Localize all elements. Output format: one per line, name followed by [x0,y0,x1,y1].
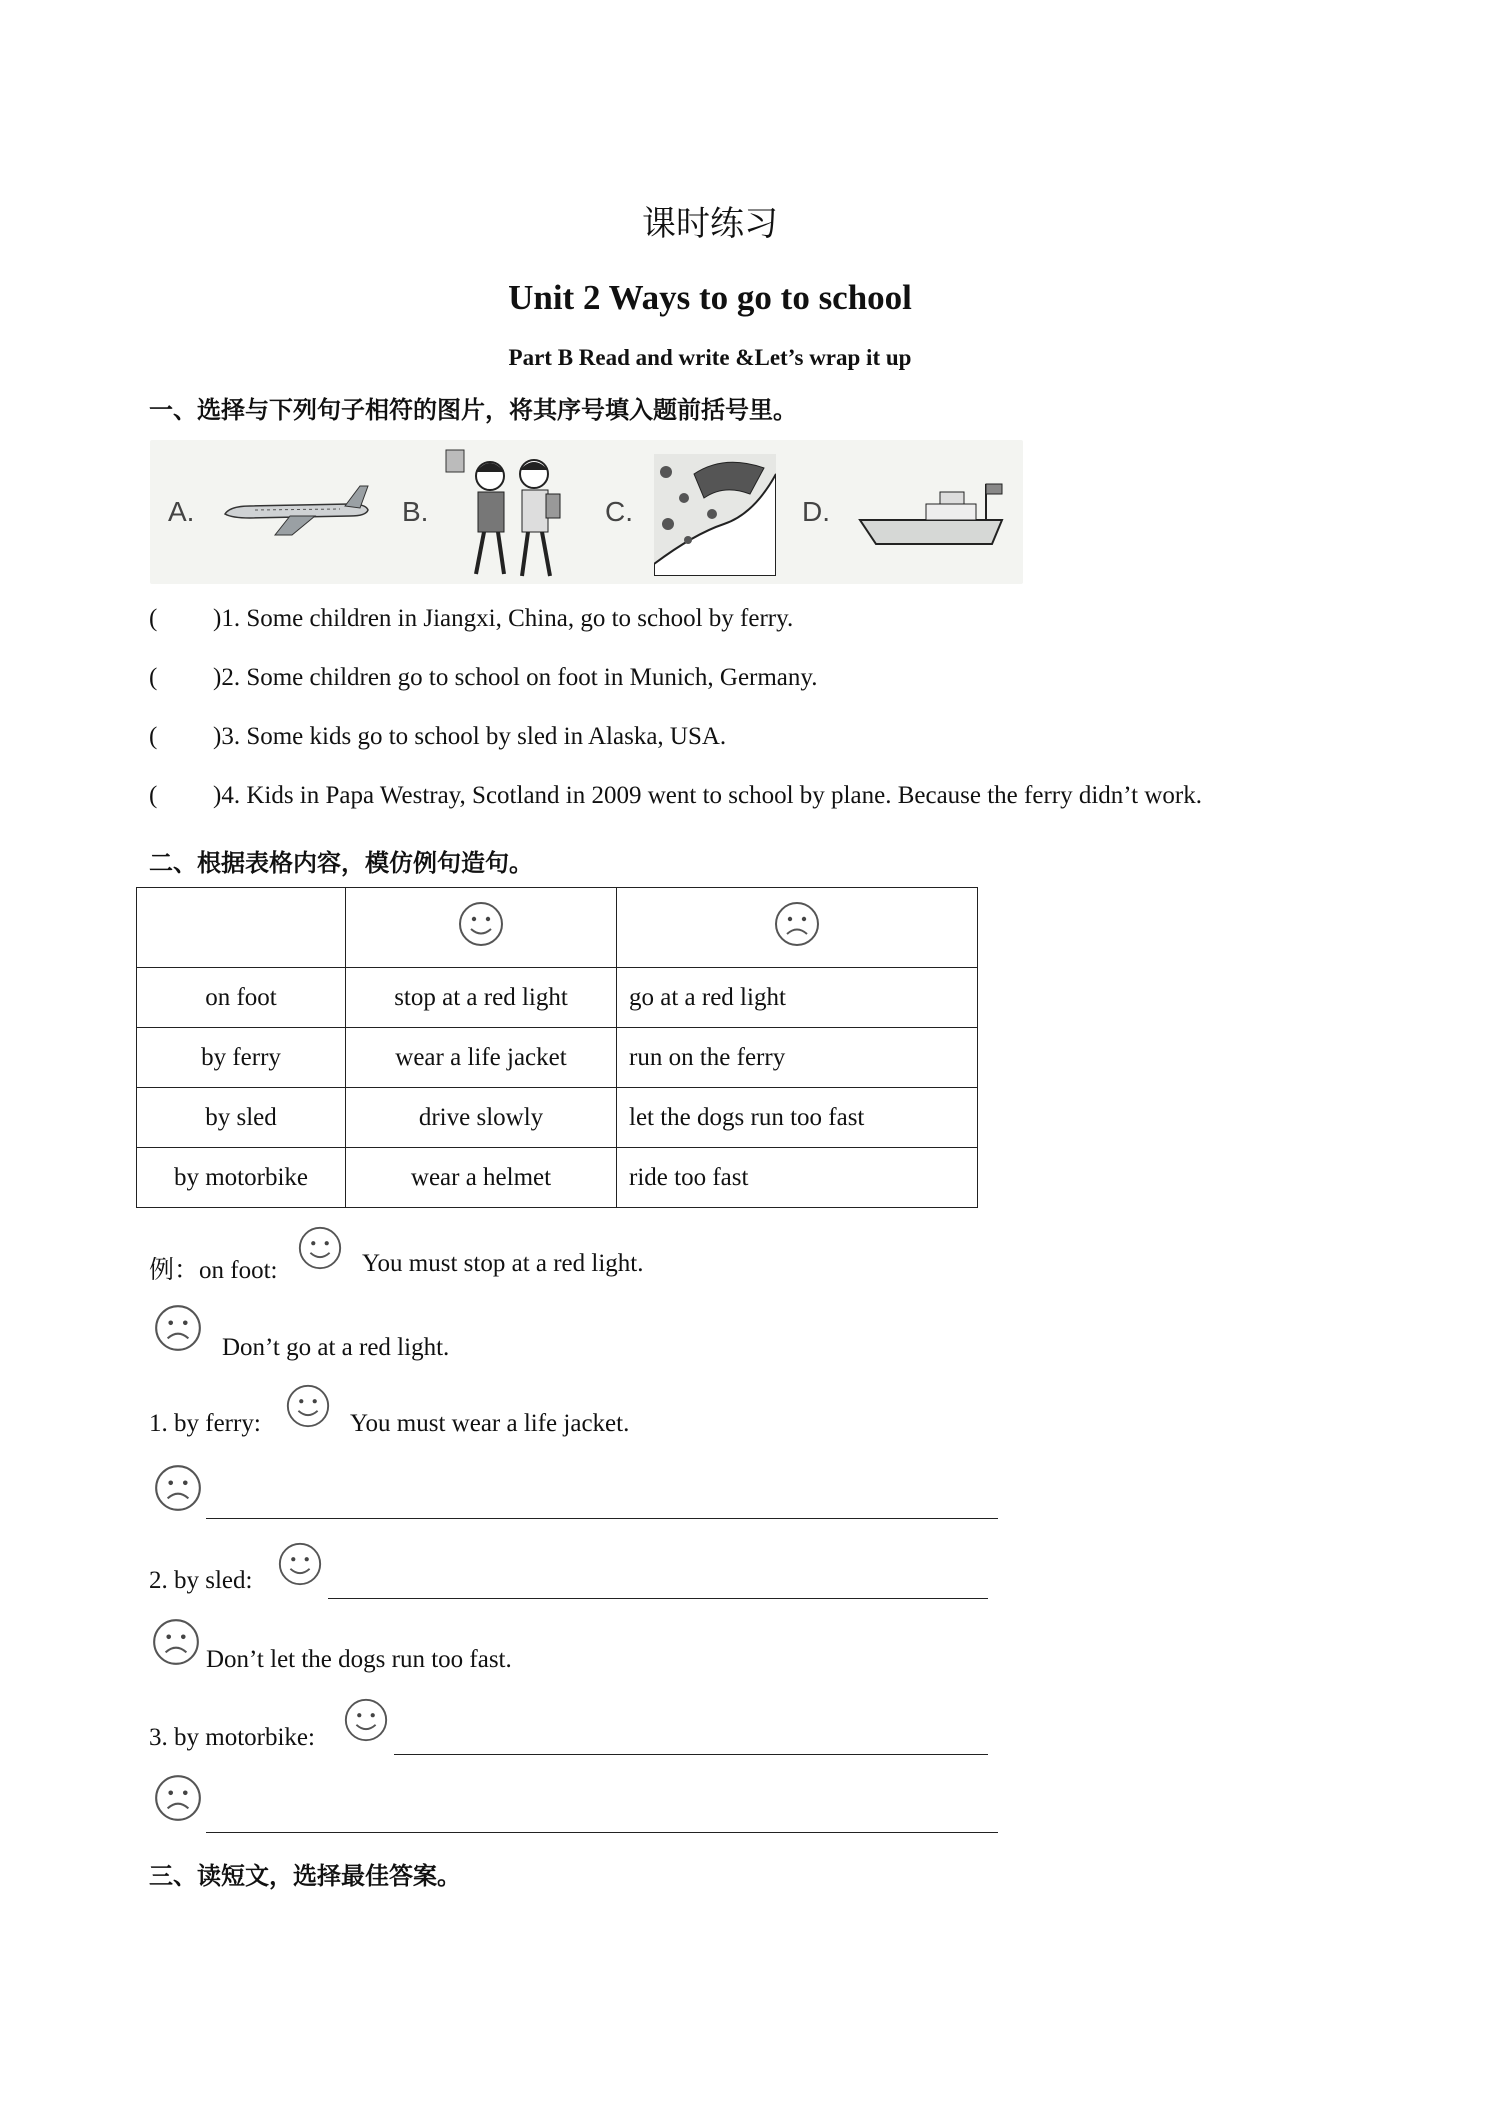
happy-face-icon [456,899,506,949]
happy-face-icon [276,1540,324,1588]
sad-face-icon [152,1772,204,1824]
section-2-heading: 二、根据表格内容，模仿例句造句。 [149,849,533,877]
happy-face-icon [342,1696,390,1744]
table-row: by ferry wear a life jacket run on the ferry [137,1028,978,1088]
ferry-boat-icon [856,482,1006,552]
question-4: ( )4. Kids in Papa Westray, Scotland in 2009 went to school by plane. Because the ferry didn’t work. [149,782,1202,809]
answer-blank-1[interactable]: ( [149,605,158,632]
unit-title: Unit 2 Ways to go to school [508,278,912,317]
sad-face-icon [772,899,822,949]
item-1-label: 1. by ferry: [149,1410,261,1437]
table-header-happy [346,888,617,968]
sad-face-icon [152,1302,204,1354]
picture-strip [150,440,1023,584]
children-walking-icon [442,444,577,584]
table-header-row [137,888,978,968]
item-2-bad-sentence: Don’t let the dogs run too fast. [206,1646,512,1673]
part-title: Part B Read and write &Let’s wrap it up [508,345,912,370]
picture-label-a: A. [168,496,195,527]
table-header-sad [617,888,978,968]
document-title: 课时练习 [642,204,778,244]
example-good-sentence: You must stop at a red light. [362,1250,644,1277]
item-3-good-answer-line[interactable] [394,1754,988,1755]
item-1-good-sentence: You must wear a life jacket. [350,1410,630,1437]
table-header-empty [137,888,346,968]
picture-label-c: C. [605,496,633,527]
sled-icon [654,454,776,576]
item-3-bad-answer-line[interactable] [206,1832,998,1833]
airplane-icon [220,480,370,540]
example-bad-sentence: Don’t go at a red light. [222,1334,450,1361]
item-2-good-answer-line[interactable] [328,1598,988,1599]
question-2: ( )2. Some children go to school on foot in Munich, Germany. [149,664,818,691]
sad-face-icon [152,1462,204,1514]
happy-face-icon [296,1224,344,1272]
section-3-heading: 三、读短文，选择最佳答案。 [149,1862,461,1890]
happy-face-icon [284,1382,332,1430]
answer-blank-3[interactable]: ( [149,723,158,750]
table-row: on foot stop at a red light go at a red light [137,968,978,1028]
question-3: ( )3. Some kids go to school by sled in Alaska, USA. [149,723,727,750]
table-row: by motorbike wear a helmet ride too fast [137,1148,978,1208]
answer-blank-2[interactable]: ( [149,664,158,691]
picture-label-b: B. [402,496,429,527]
item-1-bad-answer-line[interactable] [206,1518,998,1519]
rules-table [136,887,978,1208]
question-1: ( )1. Some children in Jiangxi, China, go to school by ferry. [149,605,794,632]
table-row: by sled drive slowly let the dogs run too fast [137,1088,978,1148]
example-label: 例：on foot: [149,1257,278,1284]
item-2-label: 2. by sled: [149,1567,253,1594]
answer-blank-4[interactable]: ( [149,782,158,809]
item-3-label: 3. by motorbike: [149,1724,315,1751]
picture-label-d: D. [802,496,830,527]
section-1-heading: 一、选择与下列句子相符的图片，将其序号填入题前括号里。 [149,396,797,424]
sad-face-icon [150,1616,202,1668]
